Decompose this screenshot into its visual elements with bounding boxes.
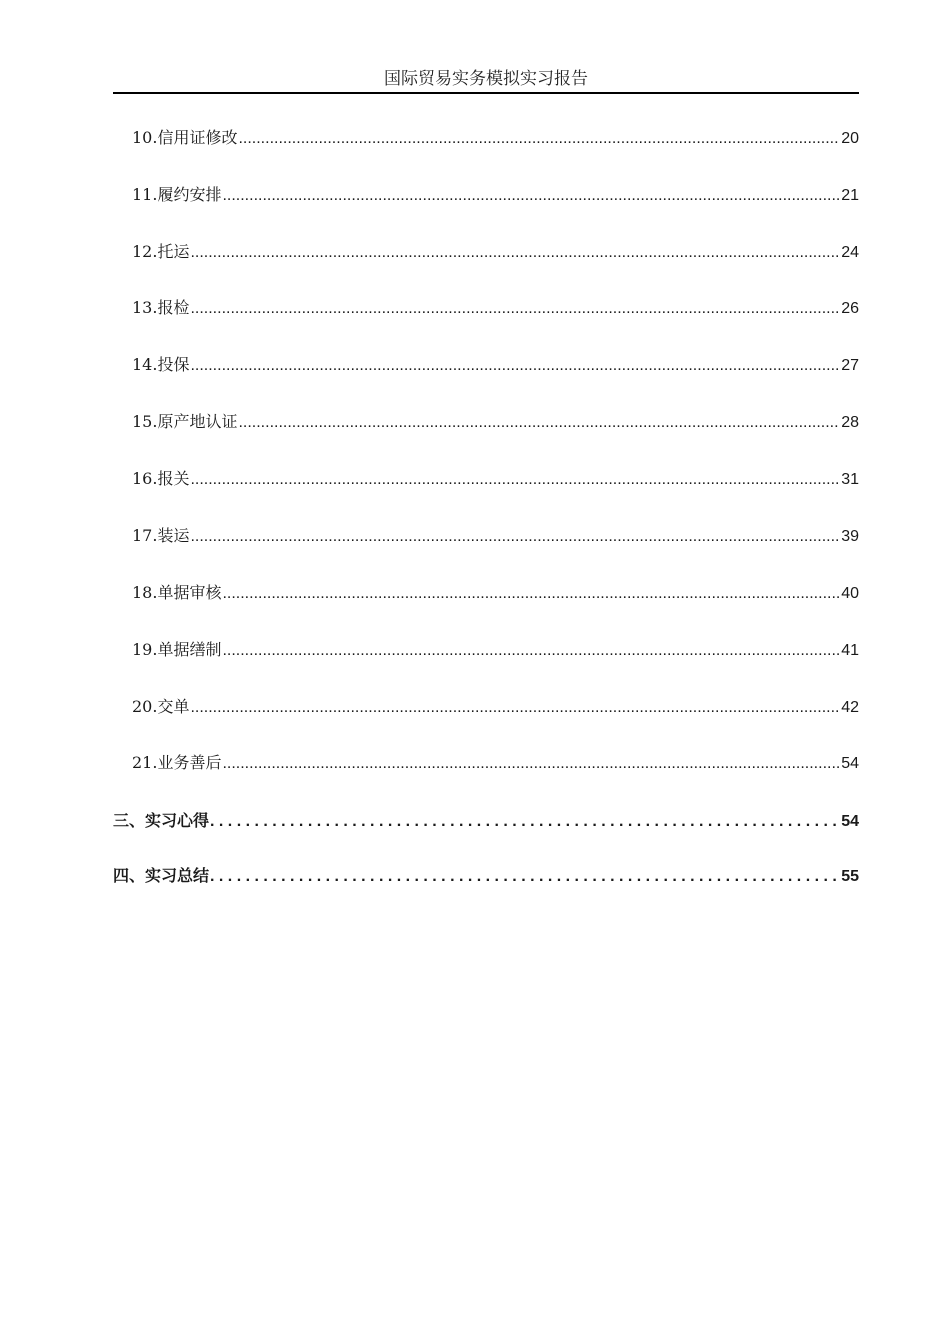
toc-entry-12[interactable] xyxy=(132,240,859,264)
toc-dot-leader xyxy=(210,865,840,889)
toc-entry-17[interactable] xyxy=(132,524,859,548)
toc-dot-leader xyxy=(190,696,840,720)
toc-dot-leader xyxy=(222,752,840,776)
toc-page-number: 26 xyxy=(841,300,859,317)
toc-entry-19[interactable] xyxy=(132,638,859,662)
toc-entry-label: 10.信用证修改 xyxy=(132,128,238,147)
toc-entry-20[interactable] xyxy=(132,695,859,719)
toc-entry-11[interactable] xyxy=(132,183,859,207)
toc-page-number: 42 xyxy=(841,699,859,716)
toc-entry-18[interactable] xyxy=(132,581,859,605)
toc-entry-label: 四、实习总结 xyxy=(113,866,210,885)
toc-dot-leader xyxy=(238,411,840,435)
toc-entry-section-4[interactable] xyxy=(113,864,859,888)
toc-entry-label: 18.单据审核 xyxy=(132,583,222,602)
toc-page-number: 55 xyxy=(841,868,859,885)
toc-entry-label: 三、实习心得 xyxy=(113,811,210,830)
toc-entry-section-3[interactable] xyxy=(113,809,859,833)
toc-dot-leader xyxy=(210,810,840,834)
toc-entry-label: 19.单据缮制 xyxy=(132,640,222,659)
toc-page-number: 41 xyxy=(841,642,859,659)
toc-dot-leader xyxy=(190,297,840,321)
toc-entry-15[interactable] xyxy=(132,410,859,434)
toc-dot-leader xyxy=(222,184,840,208)
toc-entry-label: 20.交单 xyxy=(132,697,190,716)
toc-dot-leader xyxy=(190,468,840,492)
toc-dot-leader xyxy=(222,582,840,606)
toc-page-number: 54 xyxy=(841,813,859,830)
toc-dot-leader xyxy=(190,525,840,549)
toc-entry-label: 15.原产地认证 xyxy=(132,412,238,431)
toc-page-number: 39 xyxy=(841,528,859,545)
toc-page-number: 21 xyxy=(841,187,859,204)
toc-page-number: 20 xyxy=(841,130,859,147)
header-title: 国际贸易实务模拟实习报告 xyxy=(384,69,588,89)
toc-page-number: 28 xyxy=(841,414,859,431)
toc-entry-label: 16.报关 xyxy=(132,469,190,488)
toc-dot-leader xyxy=(238,127,840,151)
toc-entry-13[interactable] xyxy=(132,296,859,320)
toc-entry-10[interactable] xyxy=(132,126,859,150)
toc-entry-16[interactable] xyxy=(132,467,859,491)
toc-page-number: 27 xyxy=(841,357,859,374)
toc-entry-21[interactable] xyxy=(132,751,859,775)
toc-entry-14[interactable] xyxy=(132,353,859,377)
toc-page-number: 31 xyxy=(841,471,859,488)
toc-entry-label: 17.装运 xyxy=(132,526,190,545)
toc-entry-label: 12.托运 xyxy=(132,242,190,261)
toc-page-number: 24 xyxy=(841,244,859,261)
toc-entry-label: 11.履约安排 xyxy=(132,185,222,204)
toc-entry-label: 13.报检 xyxy=(132,298,190,317)
toc-entry-label: 21.业务善后 xyxy=(132,753,222,772)
toc-dot-leader xyxy=(222,639,840,663)
toc-dot-leader xyxy=(190,241,840,265)
toc-entry-label: 14.投保 xyxy=(132,355,190,374)
toc-page-number: 54 xyxy=(841,755,859,772)
toc-dot-leader xyxy=(190,354,840,378)
toc-page-number: 40 xyxy=(841,585,859,602)
